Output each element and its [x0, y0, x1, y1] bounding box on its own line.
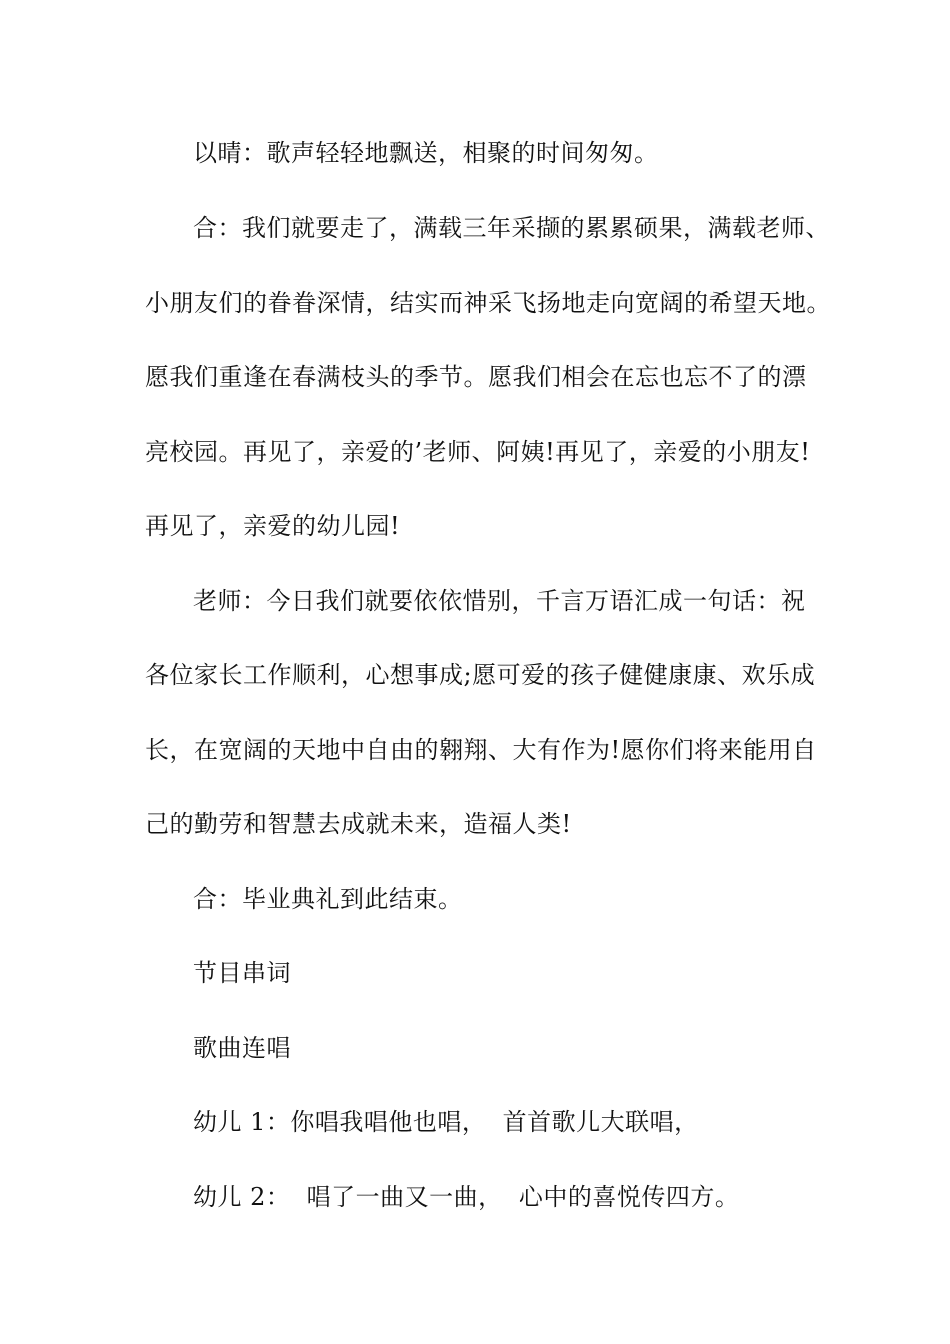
text-line-9: 长，在宽阔的天地中自由的翱翔、大有作为!愿你们将来能用自	[145, 736, 817, 764]
text-line-13: 歌曲连唱	[193, 1034, 291, 1062]
text-line-7: 老师：今日我们就要依依惜别，千言万语汇成一句话：祝	[193, 587, 806, 615]
text-line-12: 节目串词	[193, 959, 291, 987]
text-line-5: 亮校园。再见了，亲爱的’老师、阿姨!再见了，亲爱的小朋友!	[145, 438, 811, 466]
text-line-8: 各位家长工作顺利，心想事成;愿可爱的孩子健健康康、欢乐成	[145, 661, 816, 689]
text-line-11: 合：毕业典礼到此结束。	[193, 885, 463, 913]
text-line-14: 幼儿 1：你唱我唱他也唱， 首首歌儿大联唱，	[193, 1108, 699, 1136]
text-line-2: 合：我们就要走了，满载三年采撷的累累硕果，满载老师、	[193, 214, 830, 242]
text-line-6: 再见了，亲爱的幼儿园!	[145, 512, 401, 540]
text-line-1: 以晴：歌声轻轻地飘送，相聚的时间匆匆。	[193, 139, 659, 167]
text-line-10: 己的勤劳和智慧去成就未来，造福人类!	[145, 810, 572, 838]
text-line-4: 愿我们重逢在春满枝头的季节。愿我们相会在忘也忘不了的漂	[145, 363, 807, 391]
text-line-3: 小朋友们的眷眷深情，结实而神采飞扬地走向宽阔的希望天地。	[145, 289, 831, 317]
text-line-15: 幼儿 2： 唱了一曲又一曲， 心中的喜悦传四方。	[193, 1183, 740, 1211]
